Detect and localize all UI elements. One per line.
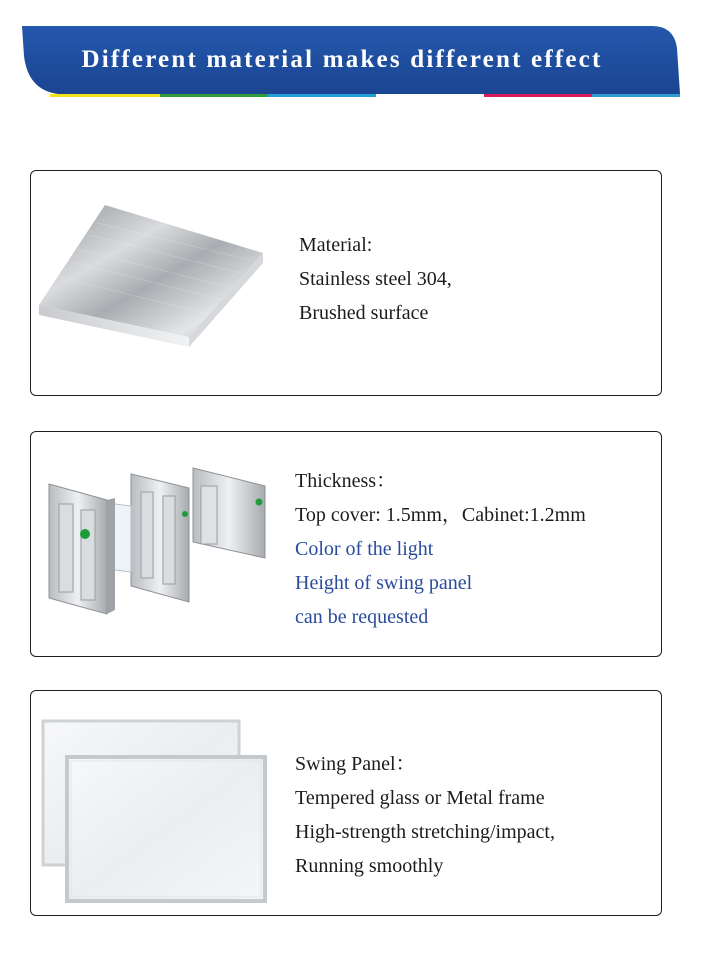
- material-line-3: Brushed surface: [299, 302, 429, 324]
- swing-gate-turnstile-image: [45, 462, 271, 622]
- swing-panel-line-3: High-strength stretching/impact,: [295, 821, 555, 843]
- thickness-description: [295, 464, 586, 634]
- material-line-2: Stainless steel 304,: [299, 268, 452, 290]
- header-banner: [22, 26, 680, 94]
- thickness-line-1: Thickness：: [295, 470, 397, 492]
- color-stripe-yellow: [50, 94, 160, 97]
- color-stripe-magenta: [484, 94, 592, 97]
- color-stripe-green: [160, 94, 268, 97]
- thickness-highlight-3: can be requested: [295, 606, 429, 628]
- material-card: [30, 170, 662, 396]
- color-stripe-blue: [592, 94, 680, 97]
- thickness-highlight-2: Height of swing panel: [295, 572, 473, 594]
- brushed-steel-plate-image: [37, 199, 267, 349]
- material-line-1: Material:: [299, 234, 373, 256]
- thickness-line-2: Top cover: 1.5mm，Cabinet:1.2mm: [295, 504, 586, 526]
- swing-panel-line-4: Running smoothly: [295, 855, 444, 877]
- page-title: Different material makes different effect: [81, 46, 603, 73]
- swing-panel-card: [30, 690, 662, 916]
- swing-panel-line-1: Swing Panel：: [295, 753, 416, 775]
- thickness-card: [30, 431, 662, 657]
- material-description: [299, 228, 452, 330]
- glass-panels-image: [41, 719, 269, 905]
- swing-panel-description: [295, 747, 555, 883]
- swing-panel-line-2: Tempered glass or Metal frame: [295, 787, 545, 809]
- color-stripe-white: [376, 94, 484, 97]
- color-stripe-cyan: [268, 94, 376, 97]
- thickness-highlight-1: Color of the light: [295, 538, 434, 560]
